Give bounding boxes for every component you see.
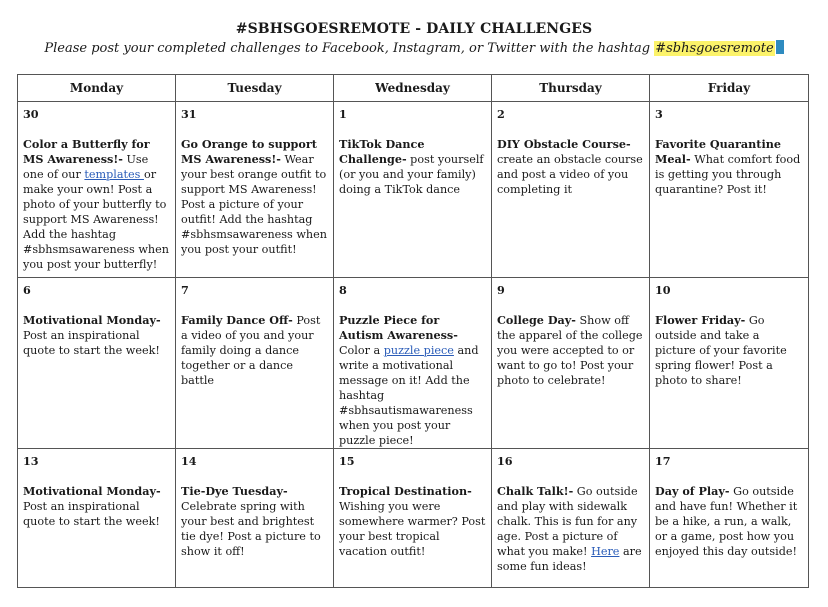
page-subtitle <box>0 40 828 56</box>
challenge-title: Tropical Destination- <box>339 484 472 498</box>
challenge-title: TikTok Dance Challenge- <box>339 137 425 166</box>
challenge-title: Flower Friday- <box>655 313 746 327</box>
day-number: 31 <box>181 107 197 121</box>
challenge-text: and write a motivational message on it! Add the hashtag #sbhsautismawareness when you post your puzzle piece! <box>339 344 479 447</box>
challenge-title: College Day- <box>497 313 576 327</box>
text-cursor-icon <box>776 40 784 54</box>
challenge-text: post yourself (or you and your family) doing a TikTok dance <box>339 153 484 196</box>
day-cell <box>492 278 650 449</box>
challenge-text: Celebrate spring with your best and brightest tie dye! Post a picture to show it off! <box>181 500 321 558</box>
weekday-header: Friday <box>650 75 809 102</box>
day-cell <box>334 102 492 278</box>
day-number: 10 <box>655 283 671 297</box>
weekday-header: Tuesday <box>176 75 334 102</box>
day-number: 1 <box>339 107 347 121</box>
challenge-title: Motivational Monday- <box>23 484 161 498</box>
weekday-header: Thursday <box>492 75 650 102</box>
day-cell <box>18 278 176 449</box>
challenge-text: Post an inspirational quote to start the week! <box>23 329 160 357</box>
day-number: 8 <box>339 283 347 297</box>
challenge-text: or make your own! Post a photo of your butterfly to support MS Awareness! Add the hashtag #sbhsmsawareness when you post your butterfly! <box>23 168 169 271</box>
hashtag-highlight: #sbhsgoesremote <box>655 41 774 56</box>
day-number: 16 <box>497 454 513 468</box>
day-number: 7 <box>181 283 189 297</box>
day-number: 15 <box>339 454 355 468</box>
challenge-title: Family Dance Off- <box>181 313 293 327</box>
challenge-text: Show off the apparel of the college you were accepted to or want to go to! Post your photo to celebrate! <box>497 314 643 387</box>
challenge-text: Wishing you were somewhere warmer? Post your best tropical vacation outfit! <box>339 500 486 558</box>
weekday-header: Wednesday <box>334 75 492 102</box>
day-cell <box>492 449 650 588</box>
challenge-text: are some fun ideas! <box>497 545 642 573</box>
challenge-text: Go outside and take a picture of your favorite spring flower! Post a photo to share! <box>655 314 787 387</box>
challenge-title: Favorite Quarantine Meal- <box>655 137 781 166</box>
puzzle-piece-link[interactable]: puzzle piece <box>383 344 454 357</box>
day-number: 3 <box>655 107 663 121</box>
challenge-title: Puzzle Piece for Autism Awareness- <box>339 313 458 342</box>
day-number: 17 <box>655 454 671 468</box>
subtitle-text: Please post your completed challenges to Facebook, Instagram, or Twitter with the hashtag <box>44 41 655 56</box>
week-row <box>18 102 809 278</box>
day-number: 2 <box>497 107 505 121</box>
day-cell <box>650 102 809 278</box>
challenge-text: Use one of our <box>23 153 149 181</box>
challenge-text: Wear your best orange outfit to support MS Awareness! Post a picture of your outfit! Add the hashtag #sbhsmsawareness when you post your outfit! <box>181 153 327 256</box>
day-cell <box>650 278 809 449</box>
day-cell <box>176 449 334 588</box>
challenge-text: Go outside and have fun! Whether it be a hike, a run, a walk, or a game, post how you enjoyed this day outside! <box>655 485 798 558</box>
day-cell <box>18 449 176 588</box>
day-cell <box>334 449 492 588</box>
challenge-title: Motivational Monday- <box>23 313 161 327</box>
week-row <box>18 449 809 588</box>
weekday-header: Monday <box>18 75 176 102</box>
day-cell <box>176 102 334 278</box>
templates-link[interactable]: templates <box>84 168 144 181</box>
challenge-text: Post a video of you and your family doing a dance together or a dance battle <box>181 314 321 387</box>
day-cell <box>492 102 650 278</box>
challenge-text: Color a <box>339 344 384 357</box>
challenge-title: DIY Obstacle Course- <box>497 137 631 151</box>
challenge-text: What comfort food is getting you through quarantine? Post it! <box>655 153 801 196</box>
day-cell <box>18 102 176 278</box>
challenge-title: Go Orange to support MS Awareness!- <box>181 137 317 166</box>
challenge-text: Go outside and play with sidewalk chalk. This is fun for any age. Post a picture of what you make! <box>497 485 638 558</box>
challenge-title: Tie-Dye Tuesday- <box>181 484 288 498</box>
challenge-title: Color a Butterfly for MS Awareness!- <box>23 137 150 166</box>
chalk-ideas-link[interactable]: Here <box>591 545 620 558</box>
challenge-text: Post an inspirational quote to start the week! <box>23 500 160 528</box>
day-cell <box>334 278 492 449</box>
page-title: #SBHSGOESREMOTE - DAILY CHALLENGES <box>235 21 593 37</box>
day-number: 13 <box>23 454 39 468</box>
challenge-title: Day of Play- <box>655 484 730 498</box>
weekday-header-row <box>18 75 809 102</box>
challenge-title: Chalk Talk!- <box>497 484 574 498</box>
day-number: 9 <box>497 283 505 297</box>
day-number: 14 <box>181 454 197 468</box>
challenge-text: create an obstacle course and post a video of you completing it <box>497 153 643 196</box>
day-number: 30 <box>23 107 39 121</box>
challenge-calendar <box>17 74 809 588</box>
day-cell <box>176 278 334 449</box>
day-number: 6 <box>23 283 31 297</box>
day-cell <box>650 449 809 588</box>
week-row <box>18 278 809 449</box>
